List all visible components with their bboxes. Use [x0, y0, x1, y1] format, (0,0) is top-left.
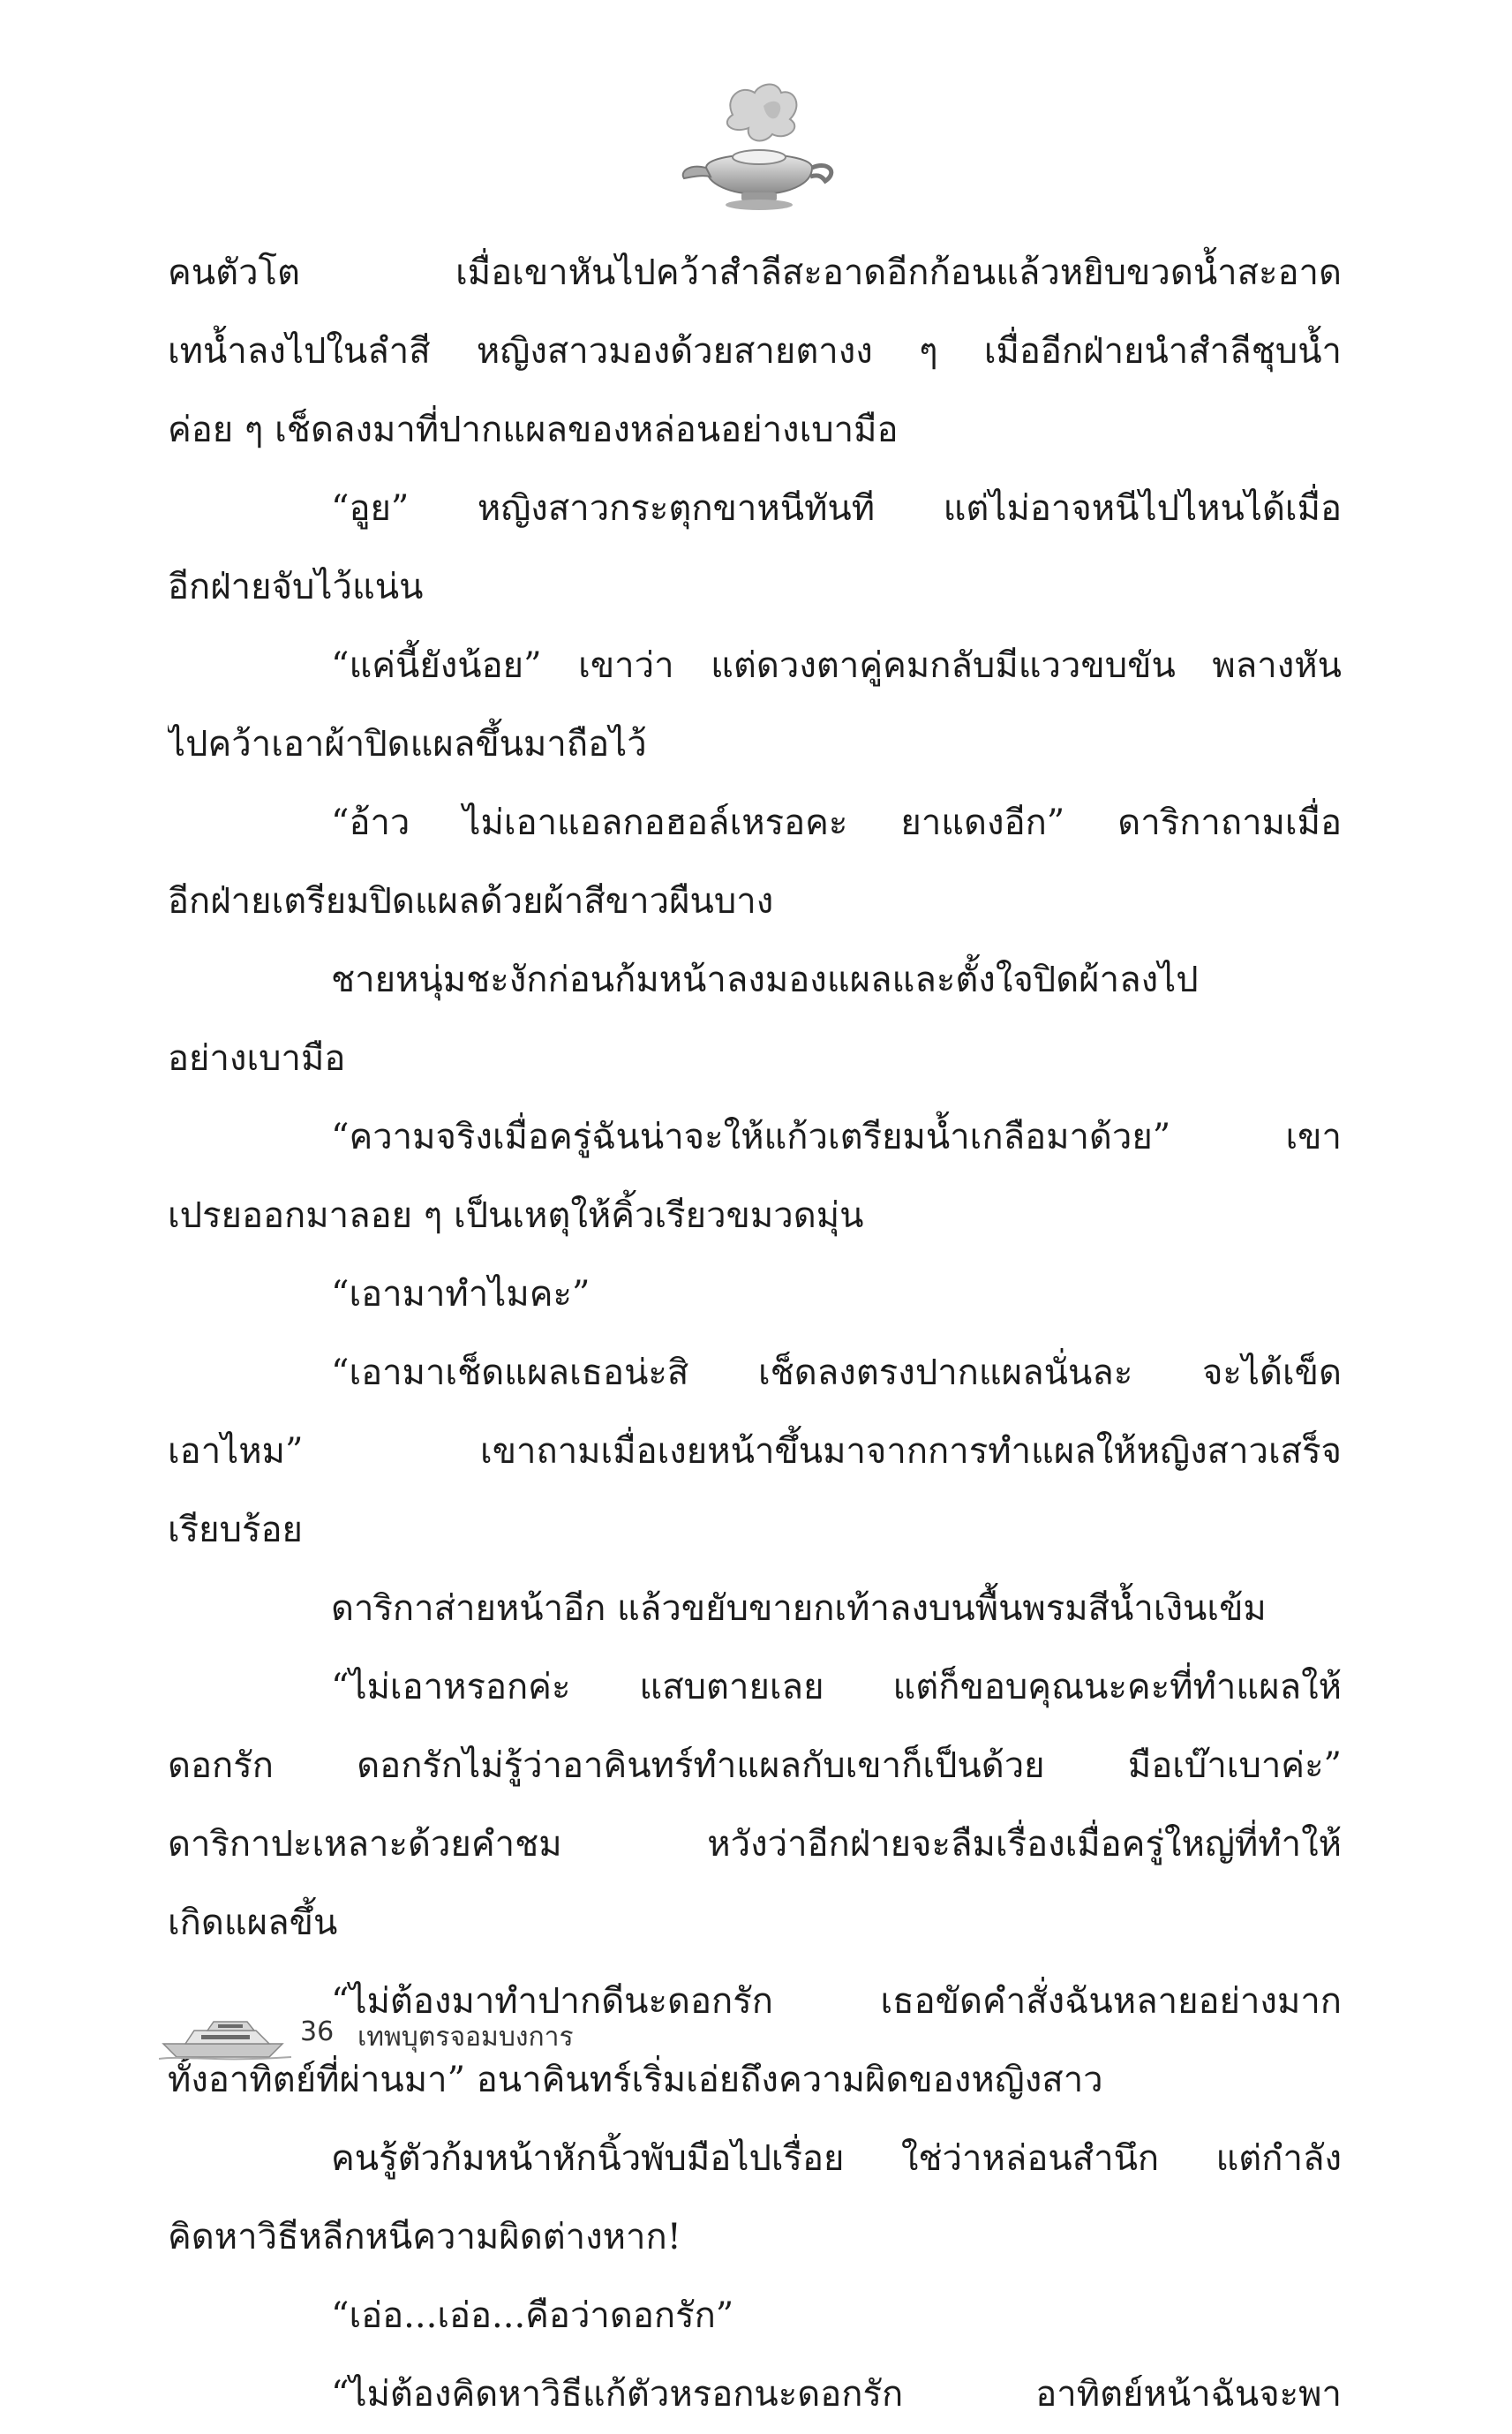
body-line: เกิดแผลขึ้น	[168, 1903, 338, 1943]
body-line: ดาริกาส่ายหน้าอีก แล้วขยับขายกเท้าลงบนพื้นพรมสีน้ำเงินเข้ม	[331, 1588, 1267, 1629]
body-line: “เอามาเช็ดแผลเธอน่ะสิ เช็ดลงตรงปากแผลนั่นละ จะได้เข็ด	[331, 1353, 1342, 1393]
body-line: อีกฝ่ายเตรียมปิดแผลด้วยผ้าสีขาวผืนบาง	[168, 881, 774, 922]
body-line: “ความจริงเมื่อครู่ฉันน่าจะให้แก้วเตรียมน้ำเกลือมาด้วย” เขา	[331, 1117, 1342, 1157]
body-line: อย่างเบามือ	[168, 1038, 346, 1079]
body-line: คนตัวโต เมื่อเขาหันไปคว้าสำลีสะอาดอีกก้อนแล้วหยิบขวดน้ำสะอาด	[168, 252, 1342, 293]
body-line: ดอกรัก ดอกรักไม่รู้ว่าอาคินทร์ทำแผลกับเขาก็เป็นด้วย มือเบ๊าเบาค่ะ”	[168, 1745, 1342, 1786]
body-line: อีกฝ่ายจับไว้แน่น	[168, 567, 424, 607]
body-line: เอาไหม” เขาถามเมื่อเงยหน้าขึ้นมาจากการทำแผลให้หญิงสาวเสร็จ	[168, 1431, 1342, 1472]
body-text	[168, 234, 1342, 2434]
page-footer	[159, 2004, 777, 2066]
body-line: “ไม่ต้องมาทำปากดีนะดอกรัก เธอขัดคำสั่งฉันหลายอย่างมาก	[331, 1981, 1342, 2022]
body-line: ค่อย ๆ เช็ดลงมาที่ปากแผลของหล่อนอย่างเบามือ	[168, 410, 899, 450]
body-line: “ไม่เอาหรอกค่ะ แสบตายเลย แต่ก็ขอบคุณนะคะที่ทำแผลให้	[331, 1667, 1342, 1707]
genie-lamp-icon	[671, 79, 847, 212]
body-line: “แค่นี้ยังน้อย” เขาว่า แต่ดวงตาคู่คมกลับมีแววขบขัน พลางหัน	[331, 645, 1342, 686]
body-line: “เอามาทำไมคะ”	[331, 1274, 591, 1315]
body-line: เทน้ำลงไปในลำสี หญิงสาวมองด้วยสายตางง ๆ เมื่ออีกฝ่ายนำสำลีชุบน้ำ	[168, 331, 1342, 372]
body-line: เรียบร้อย	[168, 1510, 303, 1550]
body-line: “อูย” หญิงสาวกระตุกขาหนีทันที แต่ไม่อาจหนีไปไหนได้เมื่อ	[331, 488, 1342, 529]
book-title: เทพบุตรจอมบงการ	[357, 2022, 574, 2053]
body-line: ดาริกาปะเหลาะด้วยคำชม หวังว่าอีกฝ่ายจะลืมเรื่องเมื่อครู่ใหญ่ที่ทำให้	[168, 1824, 1342, 1865]
yacht-icon	[159, 2004, 291, 2066]
body-line: ไปคว้าเอาผ้าปิดแผลขึ้นมาถือไว้	[168, 724, 647, 765]
body-line: คิดหาวิธีหลีกหนีความผิดต่างหาก!	[168, 2217, 681, 2257]
body-line: คนรู้ตัวก้มหน้าหักนิ้วพับมือไปเรื่อย ใช่ว่าหล่อนสำนึก แต่กำลัง	[331, 2138, 1342, 2179]
page-number: 36	[300, 2016, 335, 2047]
body-line: “อ้าว ไม่เอาแอลกอฮอล์เหรอคะ ยาแดงอีก” ดาริกาถามเมื่อ	[331, 803, 1342, 843]
body-line: “ไม่ต้องคิดหาวิธีแก้ตัวหรอกนะดอกรัก อาทิตย์หน้าฉันจะพา	[331, 2374, 1342, 2415]
body-line: “เอ่อ...เอ่อ...คือว่าดอกรัก”	[331, 2295, 734, 2336]
body-line: ทั้งอาทิตย์ที่ผ่านมา” อนาคินทร์เริ่มเอ่ยถึงความผิดของหญิงสาว	[168, 2060, 1103, 2100]
body-line: ชายหนุ่มชะงักก่อนก้มหน้าลงมองแผลและตั้งใจปิดผ้าลงไป	[331, 960, 1199, 1000]
body-line: เปรยออกมาลอย ๆ เป็นเหตุให้คิ้วเรียวขมวดมุ่น	[168, 1195, 864, 1236]
